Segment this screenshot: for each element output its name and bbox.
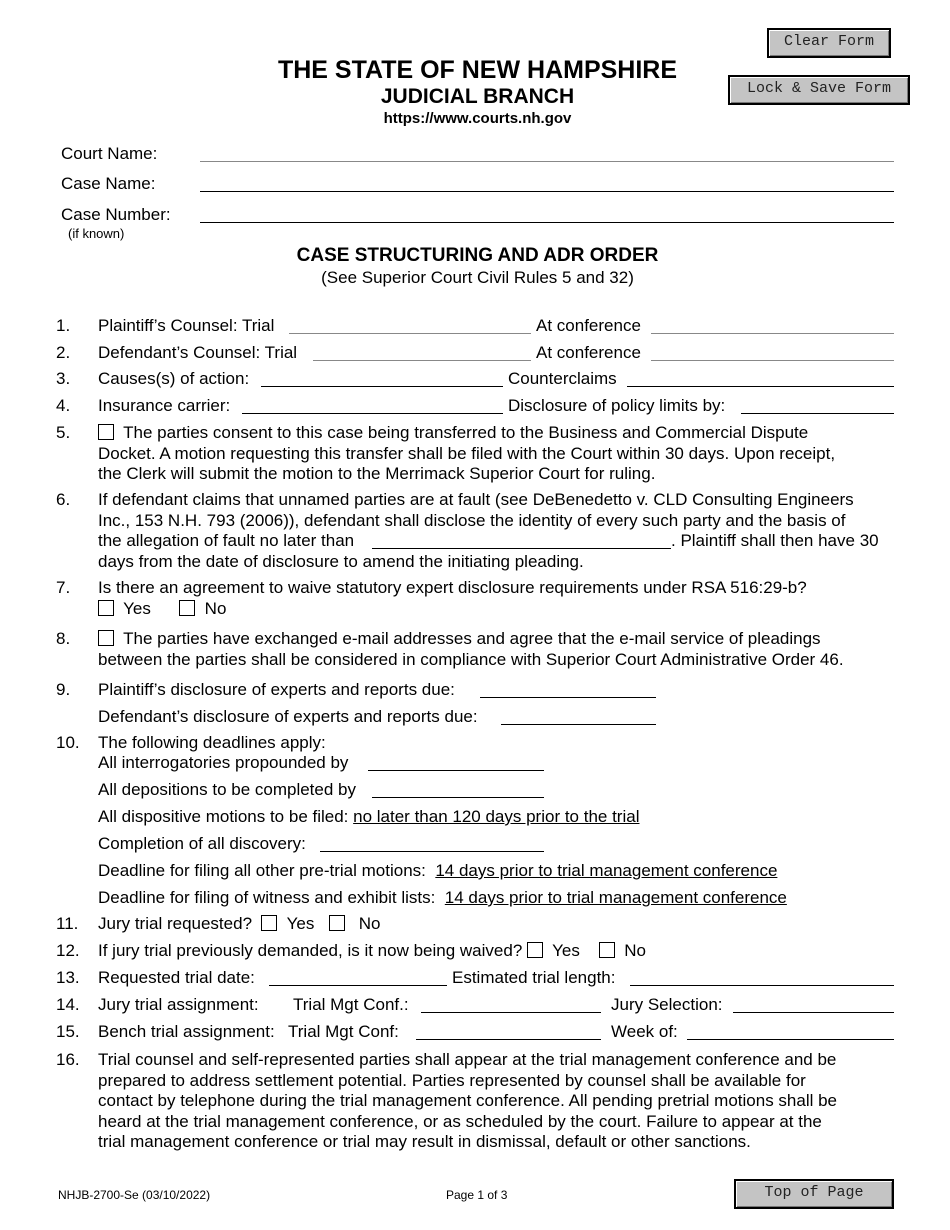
top-of-page-label: Top of Page [764, 1184, 864, 1201]
dispositive-motions-label [98, 807, 639, 827]
bcdd-consent-checkbox[interactable] [98, 424, 114, 440]
defendant-conference-field[interactable] [651, 360, 894, 361]
policy-limits-label: Disclosure of policy limits by: [508, 396, 726, 415]
bench-mgt-conf-field[interactable] [416, 1039, 601, 1040]
jury-waived-yes-checkbox[interactable] [527, 942, 543, 958]
item-number: 13. [56, 968, 80, 987]
defendant-counsel-label: Defendant’s Counsel: Trial [98, 343, 298, 362]
courts-url: https://www.courts.nh.gov [383, 110, 572, 127]
plaintiff-experts-label: Plaintiff’s disclosure of experts and reports due: [98, 680, 455, 699]
if-known-note: (if known) [68, 226, 125, 241]
no-label: No [624, 941, 646, 960]
branch-title: JUDICIAL BRANCH [380, 85, 575, 108]
case-number-field[interactable] [200, 222, 894, 223]
no-label: No [358, 914, 381, 933]
court-name-field[interactable] [200, 161, 894, 162]
trial-counsel-line: contact by telephone during the trial management conference. All pending pretrial motions shall be [98, 1091, 838, 1110]
order-subtitle: (See Superior Court Civil Rules 5 and 32) [321, 268, 634, 287]
interrogatories-field[interactable] [368, 770, 544, 771]
jury-requested-question: Jury trial requested? [98, 914, 253, 933]
trial-length-field[interactable] [630, 985, 894, 986]
deadlines-heading: The following deadlines apply: [98, 733, 326, 752]
unnamed-parties-line: Inc., 153 N.H. 793 (2006)), defendant shall disclose the identity of every such party and the basis of [98, 510, 846, 530]
counterclaims-label: Counterclaims [508, 369, 617, 388]
trial-counsel-line: heard at the trial management conference, or as scheduled by the court. Failure to appear at the [98, 1111, 822, 1131]
form-id: NHJB-2700-Se (03/10/2022) [58, 1188, 211, 1202]
depositions-field[interactable] [372, 797, 544, 798]
plaintiff-conference-field[interactable] [651, 333, 894, 334]
item-number: 7. [56, 578, 71, 597]
pretrial-motions-text: Deadline for filing all other pre-trial motions: [98, 861, 426, 880]
jury-waived-question: If jury trial previously demanded, is it now being waived? [98, 941, 523, 960]
pretrial-motions-label [98, 861, 777, 881]
jury-selection-field[interactable] [733, 1012, 894, 1013]
counterclaims-field[interactable] [627, 386, 894, 387]
item-number: 5. [56, 423, 71, 442]
state-title: THE STATE OF NEW HAMPSHIRE [277, 56, 678, 84]
witness-lists-text: Deadline for filing of witness and exhibit lists: [98, 888, 436, 907]
witness-lists-label [98, 888, 787, 908]
trial-counsel-line: trial management conference or trial may result in dismissal, default or other sanctions. [98, 1132, 751, 1151]
insurance-label: Insurance carrier: [98, 396, 231, 415]
pretrial-motions-value: 14 days prior to trial management conference [435, 861, 778, 880]
trial-length-label: Estimated trial length: [452, 968, 616, 987]
unnamed-parties-line: days from the date of disclosure to amend the initiating pleading. [98, 551, 584, 571]
item-number: 12. [56, 941, 80, 960]
email-service-line: between the parties shall be considered in compliance with Superior Court Administrative Order 46. [98, 649, 844, 669]
defendant-experts-label: Defendant’s disclosure of experts and reports due: [98, 707, 478, 726]
item-number: 9. [56, 680, 71, 699]
discovery-completion-field[interactable] [320, 851, 544, 852]
bcdd-line: the Clerk will submit the motion to the Merrimack Superior Court for ruling. [98, 464, 656, 483]
clear-form-label: Clear Form [783, 33, 874, 50]
plaintiff-counsel-label: Plaintiff’s Counsel: Trial [98, 316, 275, 335]
item-number: 14. [56, 995, 80, 1014]
item-number: 16. [56, 1050, 80, 1069]
item-number: 10. [56, 733, 80, 752]
discovery-completion-label: Completion of all discovery: [98, 834, 306, 853]
jury-assignment-label: Jury trial assignment: [98, 995, 259, 1014]
item-number: 1. [56, 316, 71, 335]
witness-lists-value: 14 days prior to trial management conference [444, 888, 787, 907]
jury-selection-label: Jury Selection: [611, 995, 723, 1014]
email-service-line: The parties have exchanged e-mail addresses and agree that the e-mail service of pleadings [123, 629, 821, 648]
causes-label: Causes(s) of action: [98, 369, 250, 388]
clear-form-button[interactable] [767, 28, 891, 58]
interrogatories-label: All interrogatories propounded by [98, 753, 349, 772]
dispositive-motions-text: All dispositive motions to be filed: [98, 807, 349, 826]
expert-waiver-paragraph [98, 578, 807, 619]
trial-date-label: Requested trial date: [98, 968, 255, 987]
case-name-field[interactable] [200, 191, 894, 192]
page-number: Page 1 of 3 [446, 1188, 508, 1202]
week-of-field[interactable] [687, 1039, 894, 1040]
case-name-label: Case Name: [61, 174, 156, 193]
email-service-checkbox[interactable] [98, 630, 114, 646]
jury-mgt-conf-label: Trial Mgt Conf.: [293, 995, 409, 1014]
jury-requested-row [98, 914, 380, 934]
expert-waiver-no-checkbox[interactable] [179, 600, 195, 616]
order-title: CASE STRUCTURING AND ADR ORDER [296, 245, 659, 266]
unnamed-parties-line: the allegation of fault no later than [98, 531, 355, 550]
lock-save-form-label: Lock & Save Form [746, 80, 892, 97]
bcdd-line: Docket. A motion requesting this transfer shall be filed with the Court within 30 days. Upon receipt, [98, 443, 836, 463]
insurance-field[interactable] [242, 413, 503, 414]
trial-counsel-paragraph [98, 1050, 837, 1153]
case-number-label: Case Number: [61, 205, 171, 224]
trial-counsel-line: Trial counsel and self-represented parties shall appear at the trial management conference and be [98, 1050, 837, 1069]
item-number: 8. [56, 629, 71, 648]
unnamed-parties-line: If defendant claims that unnamed parties are at fault (see DeBenedetto v. CLD Consulting Engineers [98, 490, 854, 509]
expert-waiver-yes-checkbox[interactable] [98, 600, 114, 616]
jury-waived-row [98, 941, 646, 961]
jury-requested-no-checkbox[interactable] [329, 915, 345, 931]
yes-label: Yes [552, 941, 580, 960]
jury-waived-no-checkbox[interactable] [599, 942, 615, 958]
bench-assignment-label: Bench trial assignment: [98, 1022, 275, 1041]
defendant-conference-label: At conference [536, 343, 641, 362]
unnamed-parties-line: . Plaintiff shall then have 30 [671, 531, 879, 550]
plaintiff-experts-field[interactable] [480, 697, 656, 698]
week-of-label: Week of: [611, 1022, 678, 1041]
no-label: No [204, 598, 227, 618]
court-name-label: Court Name: [61, 144, 158, 163]
item-number: 6. [56, 490, 71, 509]
policy-limits-field[interactable] [741, 413, 894, 414]
trial-date-field[interactable] [269, 985, 447, 986]
trial-counsel-line: prepared to address settlement potential. Parties represented by counsel shall be available for [98, 1070, 806, 1090]
yes-label: Yes [286, 914, 315, 933]
plaintiff-conference-label: At conference [536, 316, 641, 335]
bcdd-line: The parties consent to this case being transferred to the Business and Commercial Dispute [123, 423, 809, 442]
item-number: 4. [56, 396, 71, 415]
email-service-paragraph [98, 629, 844, 670]
dispositive-motions-value: no later than 120 days prior to the trial [353, 807, 640, 826]
plaintiff-trial-field[interactable] [289, 333, 531, 334]
item-number: 3. [56, 369, 71, 388]
item-number: 2. [56, 343, 71, 362]
defendant-experts-field[interactable] [501, 724, 656, 725]
item-number: 11. [56, 914, 79, 933]
top-of-page-button[interactable] [734, 1179, 894, 1209]
item-number: 15. [56, 1022, 80, 1041]
fault-disclosure-date-field[interactable] [372, 548, 671, 549]
bcdd-paragraph [98, 423, 835, 485]
causes-field[interactable] [261, 386, 503, 387]
depositions-label: All depositions to be completed by [98, 780, 356, 799]
defendant-trial-field[interactable] [313, 360, 531, 361]
yes-label: Yes [123, 598, 151, 618]
bench-mgt-conf-label: Trial Mgt Conf: [288, 1022, 399, 1041]
expert-waiver-question: Is there an agreement to waive statutory expert disclosure requirements under RSA 516:29-b? [98, 578, 807, 597]
jury-mgt-conf-field[interactable] [421, 1012, 601, 1013]
jury-requested-yes-checkbox[interactable] [261, 915, 277, 931]
